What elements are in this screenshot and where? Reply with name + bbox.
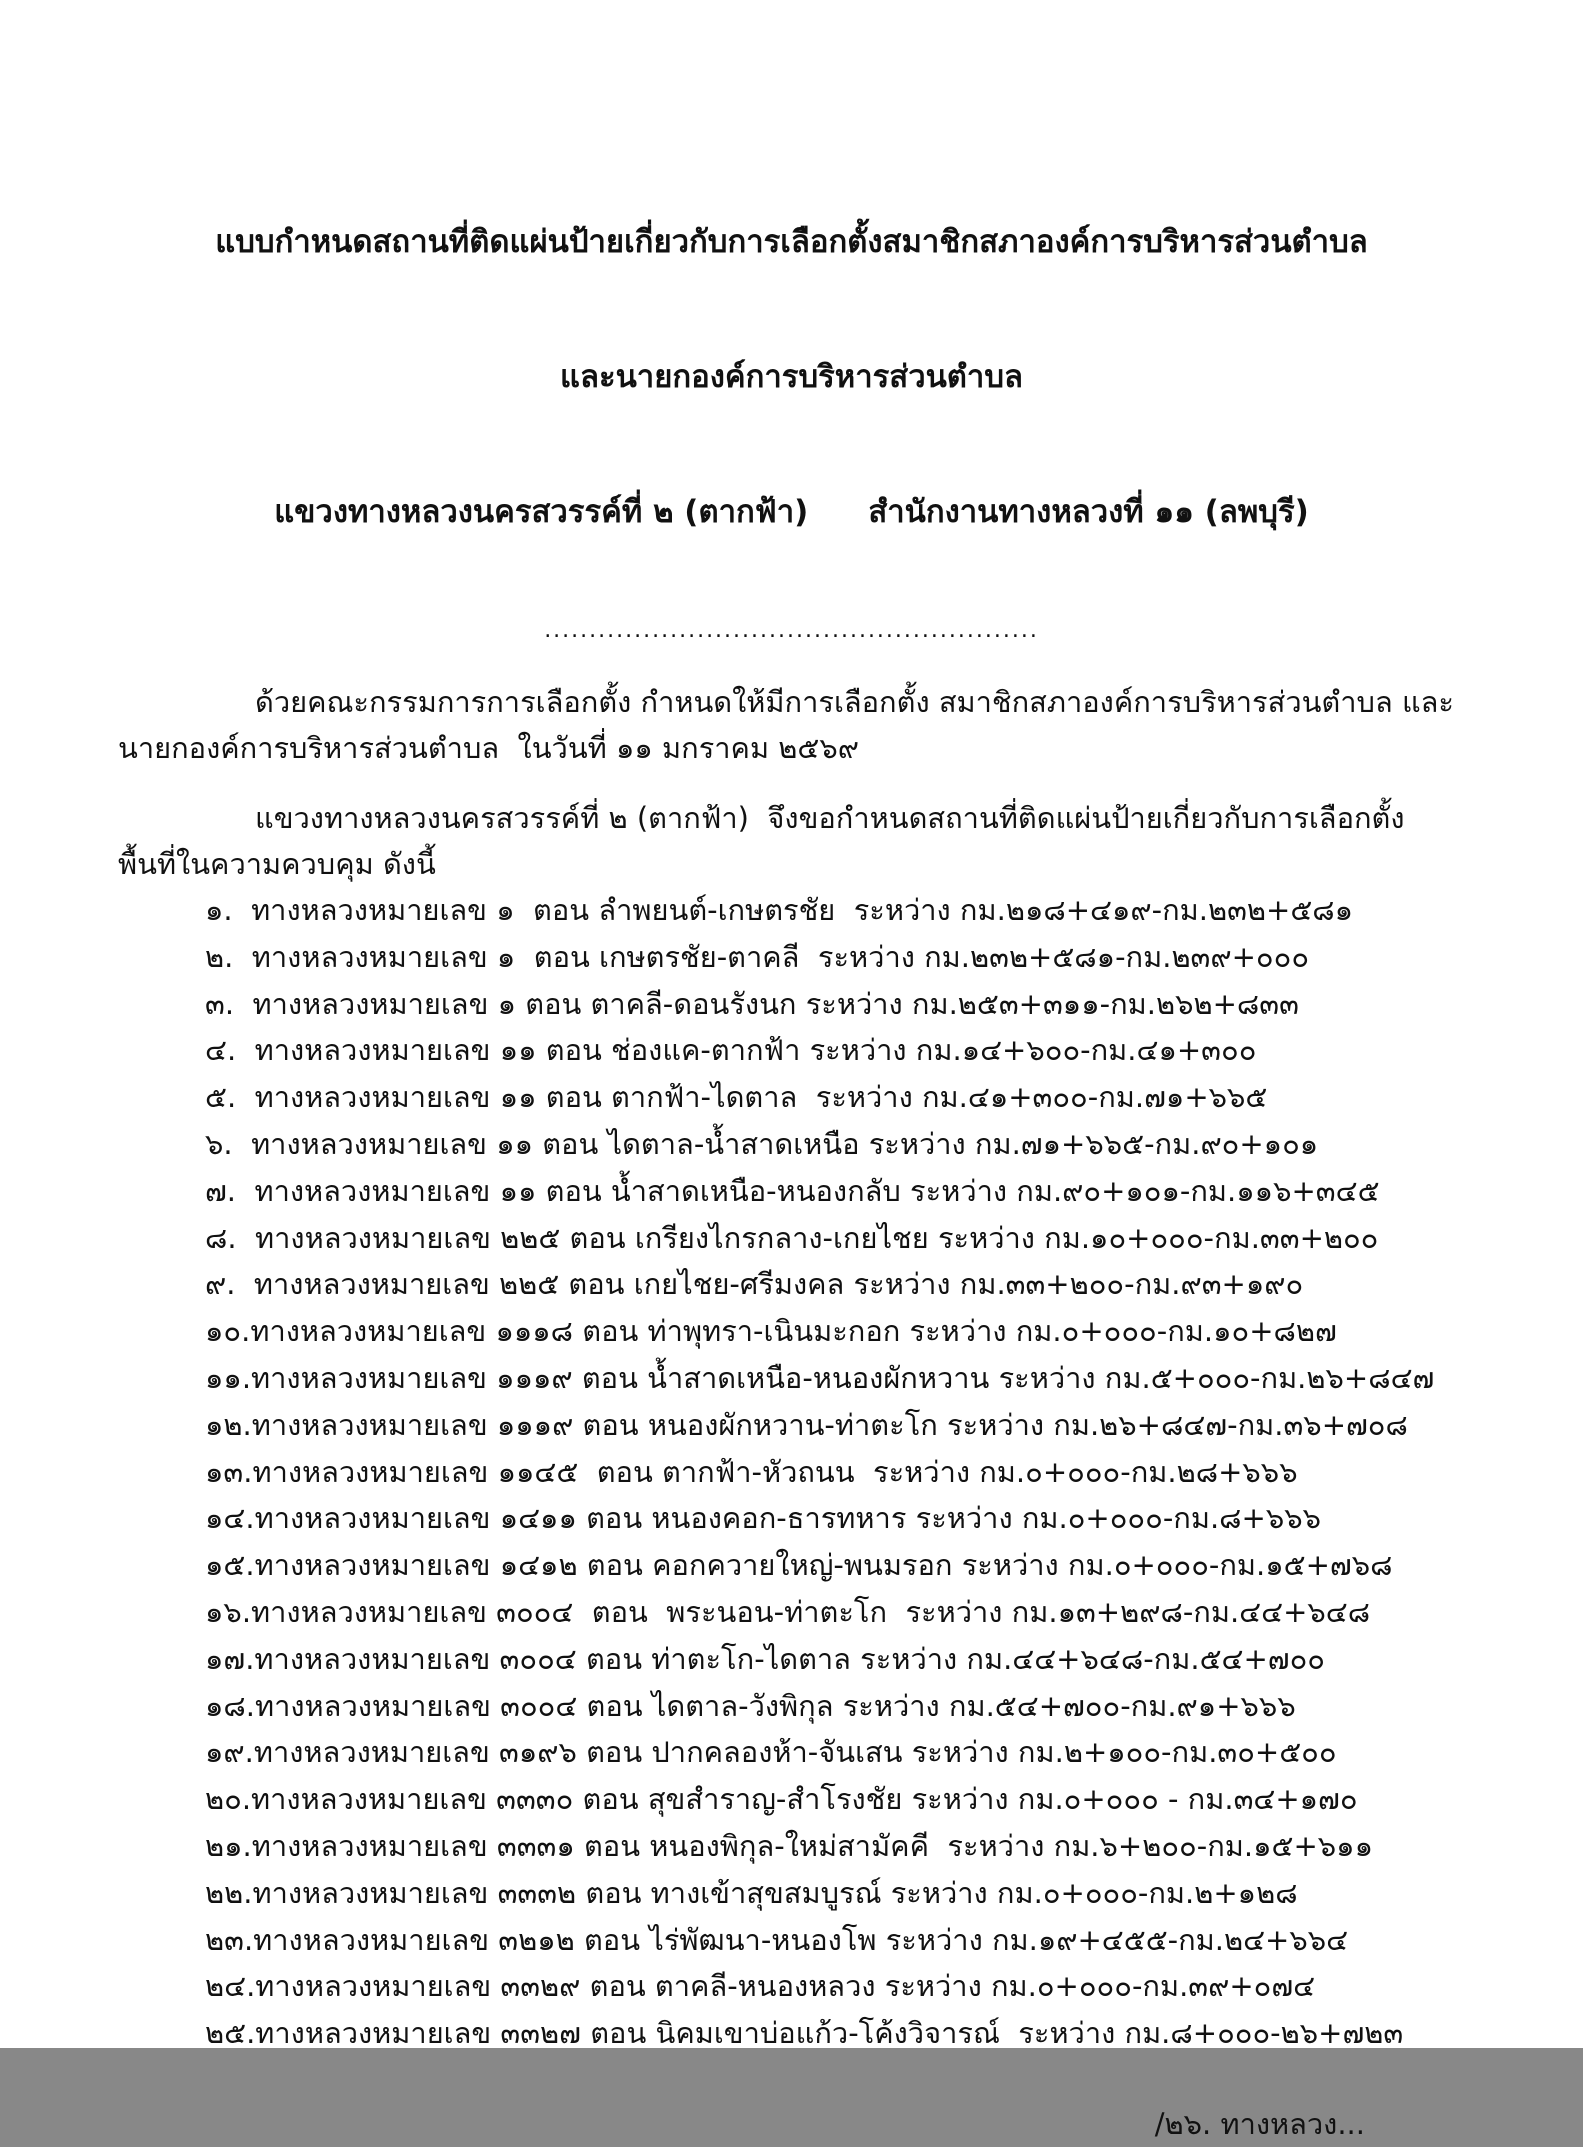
list-item: ๒. ทางหลวงหมายเลข ๑ ตอน เกษตรชัย-ตาคลี ระหว่าง กม.๒๓๒+๕๘๑-กม.๒๓๙+๐๐๐	[205, 939, 1310, 974]
title-line-1: แบบกำหนดสถานที่ติดแผ่นป้ายเกี่ยวกับการเลือกตั้งสมาชิกสภาองค์การบริหารส่วนตำบล	[215, 224, 1368, 260]
list-item: ๑๙.ทางหลวงหมายเลข ๓๑๙๖ ตอน ปากคลองห้า-จันเสน ระหว่าง กม.๒+๑๐๐-กม.๓๐+๕๐๐	[205, 1735, 1337, 1770]
list-item: ๑๖.ทางหลวงหมายเลข ๓๐๐๔ ตอน พระนอน-ท่าตะโก ระหว่าง กม.๑๓+๒๙๘-กม.๔๔+๖๔๘	[205, 1594, 1371, 1629]
title-line-3	[118, 490, 1465, 535]
list-item: ๓. ทางหลวงหมายเลข ๑ ตอน ตาคลี-ดอนรังนก ระหว่าง กม.๒๕๓+๓๑๑-กม.๒๖๒+๘๓๓	[205, 986, 1299, 1021]
list-item: ๒๔.ทางหลวงหมายเลข ๓๓๒๙ ตอน ตาคลี-หนองหลวง ระหว่าง กม.๐+๐๐๐-กม.๓๙+๐๗๔	[205, 1969, 1316, 2004]
list-item: ๗. ทางหลวงหมายเลข ๑๑ ตอน น้ำสาดเหนือ-หนองกลับ ระหว่าง กม.๙๐+๑๐๑-กม.๑๑๖+๓๔๕	[205, 1173, 1380, 1208]
list-item: ๒๑.ทางหลวงหมายเลข ๓๓๓๑ ตอน หนองพิกุล-ใหม่สามัคคี ระหว่าง กม.๖+๒๐๐-กม.๑๕+๖๑๑	[205, 1828, 1373, 1863]
list-item: ๒๓.ทางหลวงหมายเลข ๓๒๑๒ ตอน ไร่พัฒนา-หนองโพ ระหว่าง กม.๑๙+๔๕๕-กม.๒๔+๖๖๔	[205, 1922, 1349, 1957]
list-item: ๒๐.ทางหลวงหมายเลข ๓๓๓๐ ตอน สุขสำราญ-สำโรงชัย ระหว่าง กม.๐+๐๐๐ - กม.๓๔+๑๗๐	[205, 1782, 1358, 1817]
list-item: ๙. ทางหลวงหมายเลข ๒๒๕ ตอน เกยไชย-ศรีมงคล ระหว่าง กม.๓๓+๒๐๐-กม.๙๓+๑๙๐	[205, 1267, 1304, 1302]
list-item: ๑๔.ทางหลวงหมายเลข ๑๔๑๑ ตอน หนองคอก-ธารทหาร ระหว่าง กม.๐+๐๐๐-กม.๘+๖๖๖	[205, 1501, 1322, 1536]
list-item: ๔. ทางหลวงหมายเลข ๑๑ ตอน ช่องแค-ตากฟ้า ระหว่าง กม.๑๔+๖๐๐-กม.๔๑+๓๐๐	[205, 1033, 1257, 1068]
title-line-2: และนายกองค์การบริหารส่วนตำบล	[559, 359, 1024, 395]
list-item: ๑๘.ทางหลวงหมายเลข ๓๐๐๔ ตอน ไดตาล-วังพิกุล ระหว่าง กม.๕๔+๗๐๐-กม.๙๑+๖๖๖	[205, 1688, 1296, 1723]
list-item: ๕. ทางหลวงหมายเลข ๑๑ ตอน ตากฟ้า-ไดตาล ระหว่าง กม.๔๑+๓๐๐-กม.๗๑+๖๖๕	[205, 1080, 1268, 1115]
highway-location-list	[118, 887, 1465, 2057]
list-item: ๖. ทางหลวงหมายเลข ๑๑ ตอน ไดตาล-น้ำสาดเหนือ ระหว่าง กม.๗๑+๖๖๕-กม.๙๐+๑๐๑	[205, 1126, 1319, 1161]
dotted-divider: .......................................................	[544, 618, 1039, 643]
list-item: ๑๗.ทางหลวงหมายเลข ๓๐๐๔ ตอน ท่าตะโก-ไดตาล ระหว่าง กม.๔๔+๖๔๘-กม.๕๔+๗๐๐	[205, 1641, 1325, 1676]
highway-district-name: แขวงทางหลวงนครสวรรค์ที่ ๒ (ตากฟ้า)	[274, 494, 809, 530]
list-item: ๒๕.ทางหลวงหมายเลข ๓๓๒๗ ตอน นิคมเขาบ่อแก้ว-โค้งวิจารณ์ ระหว่าง กม.๘+๐๐๐-๒๖+๗๒๓	[205, 2016, 1404, 2051]
list-item: ๘. ทางหลวงหมายเลข ๒๒๕ ตอน เกรียงไกรกลาง-เกยไชย ระหว่าง กม.๑๐+๐๐๐-กม.๓๓+๒๐๐	[205, 1220, 1379, 1255]
highway-office-name: สำนักงานทางหลวงที่ ๑๑ (ลพบุรี)	[868, 494, 1309, 530]
intro-paragraph: ด้วยคณะกรรมการการเลือกตั้ง กำหนดให้มีการเลือกตั้ง สมาชิกสภาองค์การบริหารส่วนตำบล และนายกองค์การบริหารส่วนตำบล ในวันที่ ๑๑ มกราคม ๒๕๖๙	[118, 685, 1454, 765]
list-item: ๑๐.ทางหลวงหมายเลข ๑๑๑๘ ตอน ท่าพุทรา-เนินมะกอก ระหว่าง กม.๐+๐๐๐-กม.๑๐+๘๒๗	[205, 1314, 1337, 1349]
document-title	[118, 130, 1465, 490]
list-item: ๑. ทางหลวงหมายเลข ๑ ตอน ลำพยนต์-เกษตรชัย ระหว่าง กม.๒๑๘+๔๑๙-กม.๒๓๒+๕๘๑	[205, 893, 1354, 927]
request-paragraph: แขวงทางหลวงนครสวรรค์ที่ ๒ (ตากฟ้า) จึงขอกำหนดสถานที่ติดแผ่นป้ายเกี่ยวกับการเลือกตั้ง พื้นที่ในความควบคุม ดังนี้	[118, 801, 1414, 881]
page-continuation-marker: /๒๖. ทางหลวง...	[1154, 2106, 1365, 2141]
list-item: ๑๑.ทางหลวงหมายเลข ๑๑๑๙ ตอน น้ำสาดเหนือ-หนองผักหวาน ระหว่าง กม.๕+๐๐๐-กม.๒๖+๘๔๗	[205, 1360, 1435, 1395]
list-item: ๑๕.ทางหลวงหมายเลข ๑๔๑๒ ตอน คอกควายใหญ่-พนมรอก ระหว่าง กม.๐+๐๐๐-กม.๑๕+๗๖๘	[205, 1548, 1393, 1583]
list-item: ๑๒.ทางหลวงหมายเลข ๑๑๑๙ ตอน หนองผักหวาน-ท่าตะโก ระหว่าง กม.๒๖+๘๔๗-กม.๓๖+๗๐๘	[205, 1407, 1408, 1442]
list-item: ๑๓.ทางหลวงหมายเลข ๑๑๔๕ ตอน ตากฟ้า-หัวถนน ระหว่าง กม.๐+๐๐๐-กม.๒๘+๖๖๖	[205, 1454, 1298, 1489]
list-item: ๒๒.ทางหลวงหมายเลข ๓๓๓๒ ตอน ทางเข้าสุขสมบูรณ์ ระหว่าง กม.๐+๐๐๐-กม.๒+๑๒๘	[205, 1875, 1298, 1910]
